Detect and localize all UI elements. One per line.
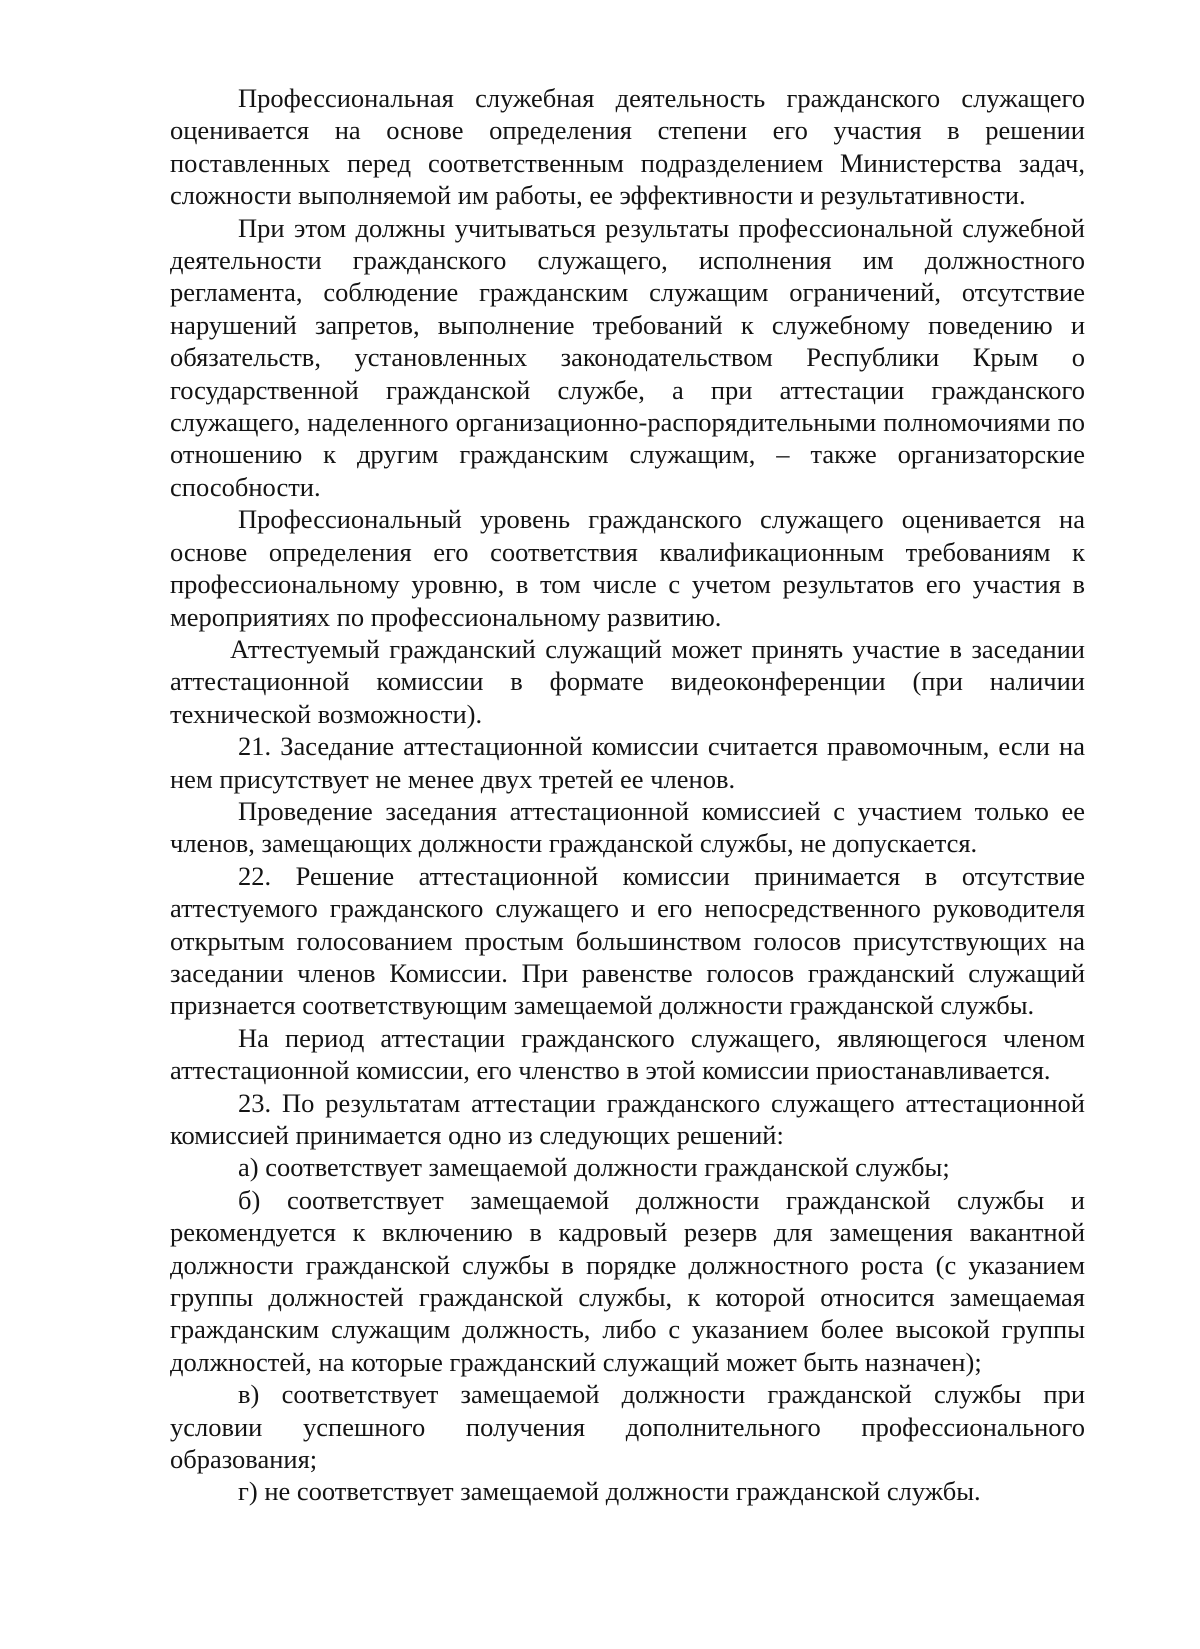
paragraph-membership-suspended: На период аттестации гражданского служащего, являющегося членом аттестационной комиссии, его членство в этой комиссии приостанавливается. (170, 1022, 1085, 1086)
paragraph-members-only: Проведение заседания аттестационной комиссией с участием только ее членов, замещающих должности гражданской службы, не допускается. (170, 795, 1085, 859)
paragraph-22-decision: 22. Решение аттестационной комиссии принимается в отсутствие аттестуемого гражданского служащего и его непосредственного руководителя открытым голосованием простым большинством голосов присутствующих на заседании членов Комиссии. При равенстве голосов гражданский служащий признается соответствующим замещаемой должности гражданской службы. (170, 860, 1085, 1021)
paragraph-activity-assessment: Профессиональная служебная деятельность гражданского служащего оценивается на основе определения степени его участия в решении поставленных перед соответственным подразделением Министерства задач, сложности выполняемой им работы, ее эффективности и результативности. (170, 83, 1085, 211)
paragraph-21-quorum: 21. Заседание аттестационной комиссии считается правомочным, если на нем присутствует не менее двух третей ее членов. (170, 731, 1085, 794)
paragraph-23-results: 23. По результатам аттестации гражданского служащего аттестационной комиссией принимается одно из следующих решений: (170, 1087, 1085, 1150)
paragraph-results-considered: При этом должны учитываться результаты профессиональной служебной деятельности гражданского служащего, исполнения им должностного регламента, соблюдение гражданским служащим ограничений, отсутствие нарушений запретов, выполнение требований к служебному поведению и обязательств, установленных законодательством Республики Крым о государственной гражданской службе, а при аттестации гражданского служащего, наделенного организационно-распорядительными полномочиями по отношению к другим гражданским служащим, – также организаторские способности. (170, 212, 1085, 502)
list-item-g: г) не соответствует замещаемой должности гражданской службы. (238, 1476, 981, 1507)
list-item-a: а) соответствует замещаемой должности гражданской службы; (238, 1152, 950, 1183)
list-item-b: б) соответствует замещаемой должности гражданской службы и рекомендуется к включению в кадровый резерв для замещения вакантной должности гражданской службы в порядке должностного роста (с указанием группы должностей гражданской службы, к которой относится замещаемая гражданским служащим должность, либо с указанием более высокой группы должностей, на которые гражданский служащий может быть назначен); (170, 1184, 1085, 1377)
paragraph-professional-level: Профессиональный уровень гражданского служащего оценивается на основе определения его соответствия квалификационным требованиям к профессиональному уровню, в том числе с учетом результатов его участия в мероприятиях по профессиональному развитию. (170, 504, 1085, 632)
document-body (170, 82, 1085, 1508)
paragraph-videoconference: Аттестуемый гражданский служащий может принять участие в заседании аттестационной комиссии в формате видеоконференции (при наличии технической возможности). (170, 633, 1085, 729)
list-item-v: в) соответствует замещаемой должности гражданской службы при условии успешного получения дополнительного профессионального образования; (170, 1379, 1085, 1475)
